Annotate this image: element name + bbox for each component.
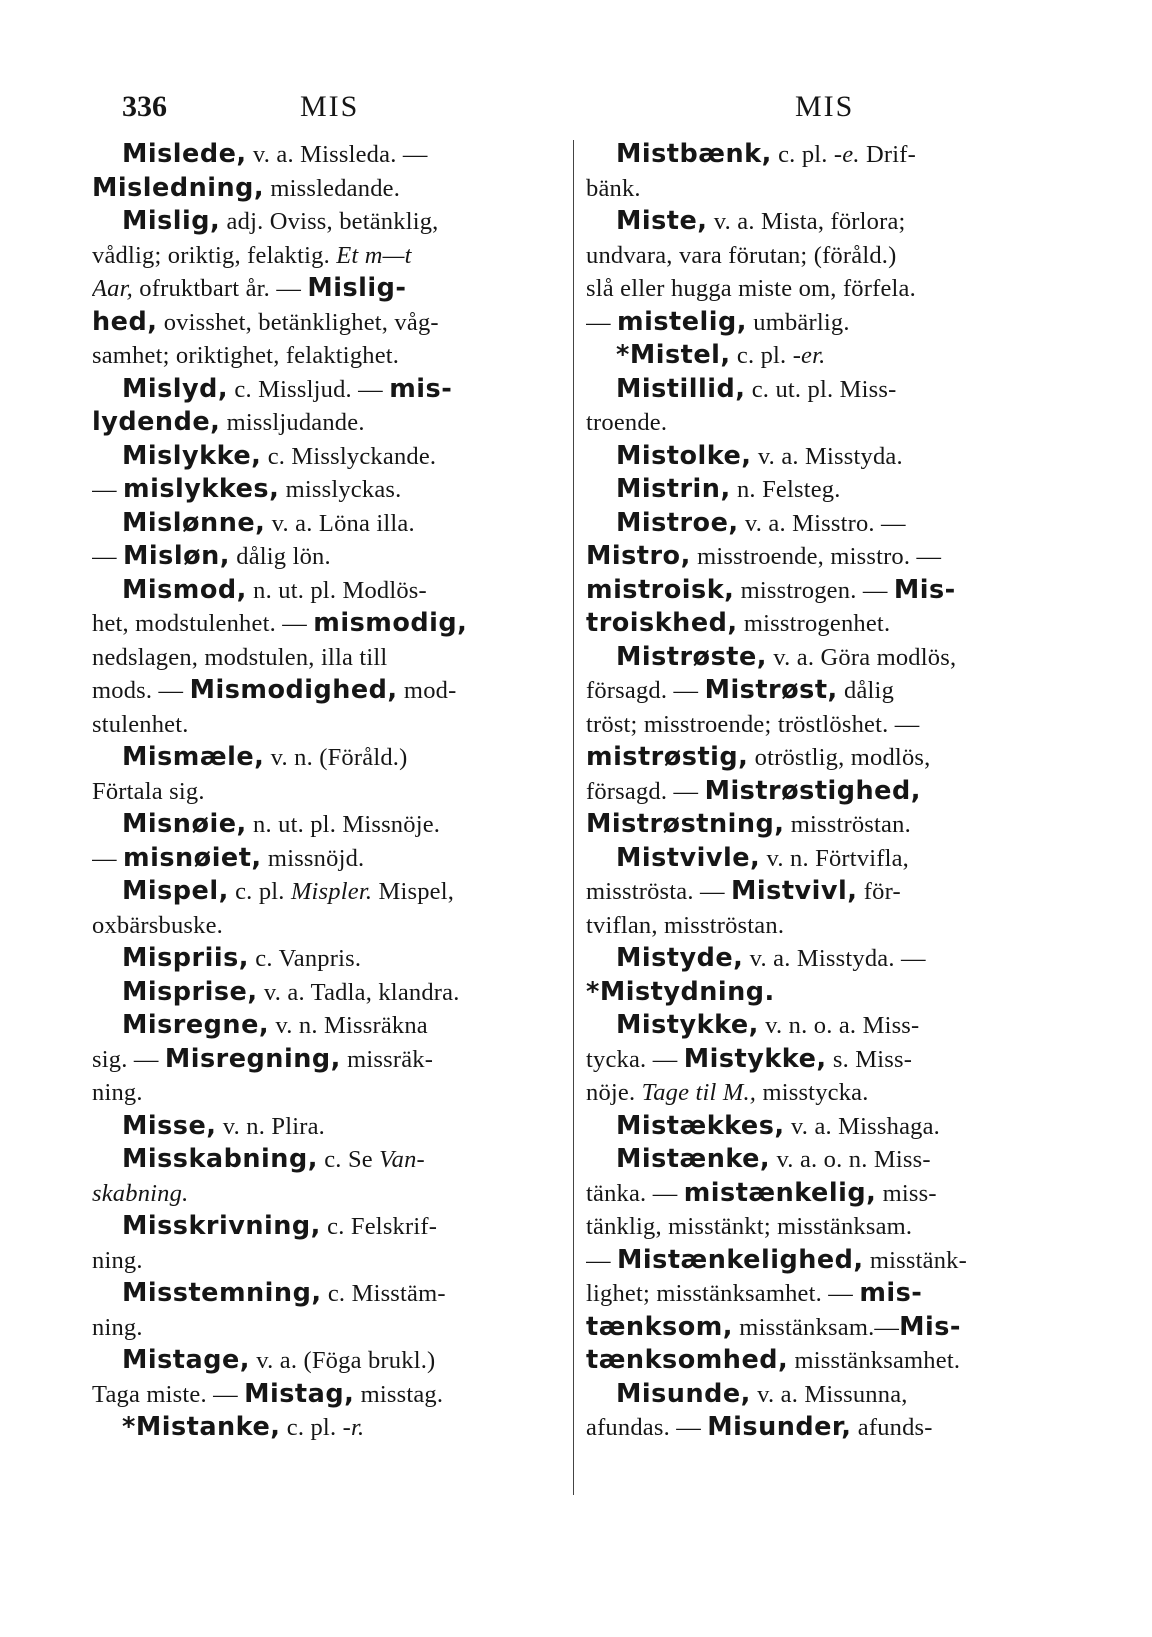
definition-text: v. n. o. a. Miss- (758, 1012, 920, 1039)
dictionary-line (92, 272, 562, 306)
definition-text: v. a. Göra modlös, (766, 643, 957, 671)
headword: mistroisk, (586, 574, 735, 605)
headword: Mislede, (122, 139, 247, 169)
definition-text: nedslagen, modstulen, illa till (92, 643, 388, 671)
left-column (92, 138, 562, 1445)
definition-text: — (586, 308, 618, 336)
dictionary-line (586, 507, 1056, 541)
definition-text: c. pl. (280, 1414, 343, 1441)
dictionary-line (92, 942, 562, 976)
definition-text: Mispel, (372, 878, 455, 905)
headword: Misstemning, (122, 1278, 322, 1308)
definition-text: nöje. (586, 1079, 642, 1106)
definition-text: — (92, 844, 124, 872)
dictionary-line (586, 272, 1056, 306)
definition-text: adj. Oviss, betänklig, (220, 208, 439, 235)
column-divider (573, 140, 574, 1495)
definition-text: tycka. — (586, 1045, 684, 1073)
headword: Miste, (616, 206, 708, 236)
italic-text: Tage til M., (641, 1079, 757, 1106)
dictionary-line (92, 1277, 562, 1311)
dictionary-line (586, 1344, 1056, 1378)
headword: hed, (92, 306, 158, 337)
definition-text: n. Felsteg. (730, 476, 841, 503)
definition-text: dålig lön. (229, 543, 331, 570)
dictionary-line (586, 574, 1056, 608)
headword: Mis- (893, 574, 956, 605)
definition-text: misstänksamhet. (788, 1347, 961, 1374)
headword: tænksomhed, (586, 1345, 789, 1375)
definition-text: v. a. (Föga brukl.) (249, 1347, 436, 1374)
dictionary-line (586, 875, 1056, 909)
headword: Mistykke, (616, 1010, 759, 1040)
dictionary-line (586, 708, 1056, 742)
dictionary-line (586, 172, 1056, 206)
headword: Mistrøst, (704, 675, 838, 705)
headword: *Mistanke, (122, 1412, 281, 1442)
dictionary-line (586, 1411, 1056, 1445)
definition-text: misstrogen. — (734, 576, 894, 604)
definition-text: misstänk- (863, 1246, 967, 1274)
dictionary-line (92, 406, 562, 440)
definition-text: misströstan. (784, 811, 911, 838)
dictionary-line (92, 607, 562, 641)
headword: troiskhed, (586, 608, 738, 638)
dictionary-line (92, 1009, 562, 1043)
dictionary-line (92, 205, 562, 239)
dictionary-line (586, 473, 1056, 507)
dictionary-line (92, 1244, 562, 1278)
headword: mistænkelig, (683, 1177, 877, 1208)
page-header (0, 82, 1152, 132)
definition-text: n. ut. pl. Missnöje. (246, 811, 441, 838)
definition-text: c. Misslyckande. (261, 442, 437, 470)
dictionary-line (92, 641, 562, 675)
dictionary-line (92, 1378, 562, 1412)
right-column (586, 138, 1056, 1445)
dictionary-line (92, 440, 562, 474)
headword: Mislykke, (122, 440, 262, 471)
definition-text: mods. — (92, 677, 190, 704)
headword: Mistvivle, (616, 842, 761, 873)
italic-text: Mispler. (290, 878, 373, 905)
headword: Mismod, (122, 574, 247, 605)
dictionary-line (586, 1210, 1056, 1244)
dictionary-line (586, 1177, 1056, 1211)
definition-text: c. Felskrif- (320, 1213, 438, 1240)
dictionary-line (92, 842, 562, 876)
dictionary-line (586, 674, 1056, 708)
definition-text: undvara, vara förutan; (föråld.) (586, 241, 897, 269)
dictionary-line (92, 976, 562, 1010)
dictionary-line (92, 1311, 562, 1345)
dictionary-line (92, 1076, 562, 1110)
definition-text: missnöjd. (261, 844, 365, 872)
definition-text: misströsta. — (586, 878, 732, 905)
headword: lydende, (92, 407, 221, 437)
italic-text: -r. (342, 1414, 365, 1441)
definition-text: c. Misstäm- (321, 1280, 446, 1307)
definition-text: missledande. (264, 174, 401, 202)
headword: Mistrin, (616, 474, 731, 504)
definition-text: c. pl. (228, 878, 291, 905)
headword: Mistillid, (616, 373, 746, 404)
dictionary-line (92, 574, 562, 608)
definition-text: missräk- (340, 1045, 434, 1073)
headword: tænksom, (586, 1311, 733, 1342)
dictionary-line (586, 239, 1056, 273)
definition-text: ning. (92, 1246, 143, 1274)
dictionary-line (92, 1210, 562, 1244)
definition-text: misstycka. (756, 1079, 869, 1106)
dictionary-line (586, 406, 1056, 440)
dictionary-line (92, 909, 562, 943)
definition-text: c. pl. (730, 342, 793, 369)
definition-text: misstroende, misstro. — (690, 543, 942, 570)
page-number: 336 (122, 90, 167, 123)
running-head-right: MIS (795, 90, 855, 123)
definition-text: v. a. Misstyda. (751, 442, 903, 470)
headword: mis- (389, 373, 453, 404)
definition-text: försagd. — (586, 677, 705, 704)
definition-text: v. a. Missunna, (750, 1380, 908, 1408)
definition-text: v. n. Plira. (216, 1112, 326, 1140)
definition-text: troende. (586, 409, 668, 436)
definition-text: oxbärsbuske. (92, 911, 224, 939)
definition-text: Drif- (859, 141, 916, 168)
headword: *Mistel, (616, 340, 731, 370)
definition-text: c. ut. pl. Miss- (745, 375, 897, 403)
dictionary-line (586, 1277, 1056, 1311)
dictionary-line (586, 1076, 1056, 1110)
definition-text: v. a. Misstro. — (738, 509, 906, 537)
dictionary-line (586, 808, 1056, 842)
italic-text: Et m—t (336, 241, 412, 269)
headword: Mistænke, (616, 1144, 771, 1174)
dictionary-line (92, 373, 562, 407)
definition-text: ovisshet, betänklighet, våg- (157, 308, 439, 336)
definition-text: misslyckas. (279, 476, 402, 503)
dictionary-line (586, 1244, 1056, 1278)
dictionary-line (92, 1344, 562, 1378)
headword: Misunde, (616, 1378, 751, 1409)
definition-text: Förtala sig. (92, 777, 205, 805)
dictionary-line (586, 842, 1056, 876)
dictionary-line (586, 909, 1056, 943)
headword: Mispriis, (122, 943, 249, 973)
headword: Mistrøstning, (586, 809, 785, 839)
headword: Mistækkes, (616, 1110, 785, 1141)
definition-text: slå eller hugga miste om, förfela. (586, 275, 916, 302)
dictionary-line (586, 1311, 1056, 1345)
dictionary-line (92, 875, 562, 909)
headword: Mistroe, (616, 507, 739, 538)
dictionary-line (92, 708, 562, 742)
headword: Mispel, (122, 876, 229, 906)
italic-text: Van- (379, 1146, 425, 1173)
definition-text: otröstlig, modlös, (748, 744, 931, 771)
dictionary-line (586, 440, 1056, 474)
headword: Mistro, (586, 541, 691, 571)
headword: Mistykke, (683, 1043, 827, 1074)
headword: Misregne, (122, 1010, 270, 1040)
dictionary-line (586, 976, 1056, 1010)
headword: Mistolke, (616, 440, 752, 471)
dictionary-line (92, 741, 562, 775)
definition-text: misstrogenhet. (737, 610, 891, 637)
headword: Mislønne, (122, 507, 266, 538)
definition-text: n. ut. pl. Modlös- (246, 576, 427, 604)
definition-text: c. Vanpris. (248, 945, 362, 972)
dictionary-line (92, 507, 562, 541)
headword: Misregning, (164, 1043, 341, 1074)
headword: Mistbænk, (616, 139, 772, 169)
definition-text: v. a. Misstyda. — (743, 945, 926, 972)
definition-text: tänka. — (586, 1179, 684, 1207)
headword: Misskabning, (122, 1144, 318, 1174)
dictionary-line (586, 641, 1056, 675)
italic-text: -e. (833, 141, 860, 168)
dictionary-line (92, 239, 562, 273)
dictionary-line (586, 138, 1056, 172)
headword: mistrøstig, (586, 742, 749, 772)
headword: Misprise, (122, 976, 258, 1007)
definition-text: missljudande. (220, 409, 365, 436)
italic-text: Aar, (92, 275, 133, 302)
dictionary-line (92, 339, 562, 373)
definition-text: het, modstulenhet. — (92, 610, 314, 637)
definition-text: v. n. (Föråld.) (264, 744, 408, 771)
headword: Mis- (899, 1311, 962, 1342)
dictionary-line (92, 1110, 562, 1144)
definition-text: dålig (837, 677, 895, 704)
headword: Mistrøste, (616, 641, 767, 672)
headword: mismodig, (313, 608, 468, 638)
definition-text: mod- (397, 677, 457, 704)
italic-text: skabning. (92, 1179, 189, 1207)
definition-text: stulenhet. (92, 710, 189, 738)
headword: misnøiet, (123, 842, 262, 873)
dictionary-line (92, 674, 562, 708)
definition-text: miss- (876, 1179, 937, 1207)
definition-text: v. n. Förtvifla, (760, 844, 910, 872)
dictionary-line (586, 306, 1056, 340)
headword: mistelig, (617, 306, 747, 337)
definition-text: misstänksam.— (732, 1313, 900, 1341)
dictionary-line (586, 1110, 1056, 1144)
dictionary-line (92, 473, 562, 507)
definition-text: ning. (92, 1313, 143, 1341)
definition-text: — (586, 1246, 618, 1274)
headword: Misskrivning, (122, 1211, 321, 1241)
definition-text: v. n. Missräkna (269, 1012, 428, 1039)
definition-text: ning. (92, 1079, 143, 1106)
definition-text: umbärlig. (746, 308, 850, 336)
dictionary-line (586, 1143, 1056, 1177)
dictionary-line (586, 607, 1056, 641)
definition-text: försagd. — (586, 777, 705, 805)
headword: Mistage, (122, 1345, 250, 1375)
definition-text: sig. — (92, 1045, 165, 1073)
dictionary-line (92, 1043, 562, 1077)
definition-text: tänklig, misstänkt; misstänksam. (586, 1213, 913, 1240)
definition-text: v. a. Mista, förlora; (707, 208, 906, 235)
definition-text: s. Miss- (826, 1045, 913, 1073)
dictionary-line (92, 1177, 562, 1211)
definition-text: bänk. (586, 174, 641, 202)
headword: Mislyd, (122, 373, 229, 404)
dictionary-line (92, 138, 562, 172)
definition-text: v. a. Misshaga. (784, 1112, 941, 1140)
headword: Misløn, (123, 541, 230, 571)
definition-text: v. a. o. n. Miss- (770, 1146, 931, 1173)
definition-text: misstag. (354, 1380, 444, 1408)
dictionary-line (586, 540, 1056, 574)
headword: Mismodighed, (189, 675, 398, 705)
definition-text: vådlig; oriktig, felaktig. (92, 241, 337, 269)
definition-text: Taga miste. — (92, 1380, 245, 1408)
dictionary-line (586, 1009, 1056, 1043)
definition-text: c. Se (317, 1146, 380, 1173)
definition-text: tviflan, misströstan. (586, 911, 785, 939)
dictionary-line (586, 942, 1056, 976)
dictionary-line (586, 775, 1056, 809)
dictionary-line (586, 339, 1056, 373)
definition-text: c. pl. (771, 141, 834, 168)
definition-text: v. a. Tadla, klandra. (257, 978, 460, 1006)
headword: Mismæle, (122, 742, 265, 772)
headword: Mislig, (122, 206, 221, 236)
definition-text: afunds- (851, 1414, 933, 1441)
headword: Misledning, (92, 172, 265, 203)
definition-text: v. a. Löna illa. (265, 509, 415, 537)
dictionary-line (92, 540, 562, 574)
dictionary-line (586, 1043, 1056, 1077)
headword: *Mistydning. (586, 976, 775, 1007)
dictionary-line (92, 172, 562, 206)
definition-text: v. a. Missleda. — (246, 141, 428, 168)
dictionary-line (92, 775, 562, 809)
italic-text: -er. (792, 342, 826, 369)
headword: Mislig- (307, 273, 407, 303)
running-head-left: MIS (300, 90, 360, 123)
headword: mislykkes, (123, 474, 280, 504)
definition-text: — (92, 476, 124, 503)
dictionary-line (586, 205, 1056, 239)
dictionary-line (92, 306, 562, 340)
headword: Mistrøstighed, (704, 775, 921, 806)
headword: Mistyde, (616, 943, 744, 973)
definition-text: — (92, 543, 124, 570)
headword: Misunder, (707, 1412, 852, 1442)
headword: mis- (859, 1278, 923, 1308)
headword: Misnøie, (122, 809, 247, 839)
dictionary-line (586, 373, 1056, 407)
definition-text: samhet; oriktighet, felaktighet. (92, 342, 400, 369)
dictionary-line (92, 808, 562, 842)
headword: Mistvivl, (731, 876, 858, 906)
definition-text: för- (857, 878, 901, 905)
headword: Mistænkelighed, (617, 1244, 864, 1275)
definition-text: c. Missljud. — (228, 375, 390, 403)
definition-text: afundas. — (586, 1414, 708, 1441)
definition-text: ofruktbart år. — (132, 275, 308, 302)
definition-text: tröst; misstroende; tröstlöshet. — (586, 710, 920, 738)
dictionary-line (586, 741, 1056, 775)
dictionary-line (92, 1143, 562, 1177)
dictionary-line (92, 1411, 562, 1445)
headword: Misse, (122, 1110, 217, 1141)
headword: Mistag, (244, 1378, 355, 1409)
dictionary-line (586, 1378, 1056, 1412)
definition-text: lighet; misstänksamhet. — (586, 1280, 860, 1307)
